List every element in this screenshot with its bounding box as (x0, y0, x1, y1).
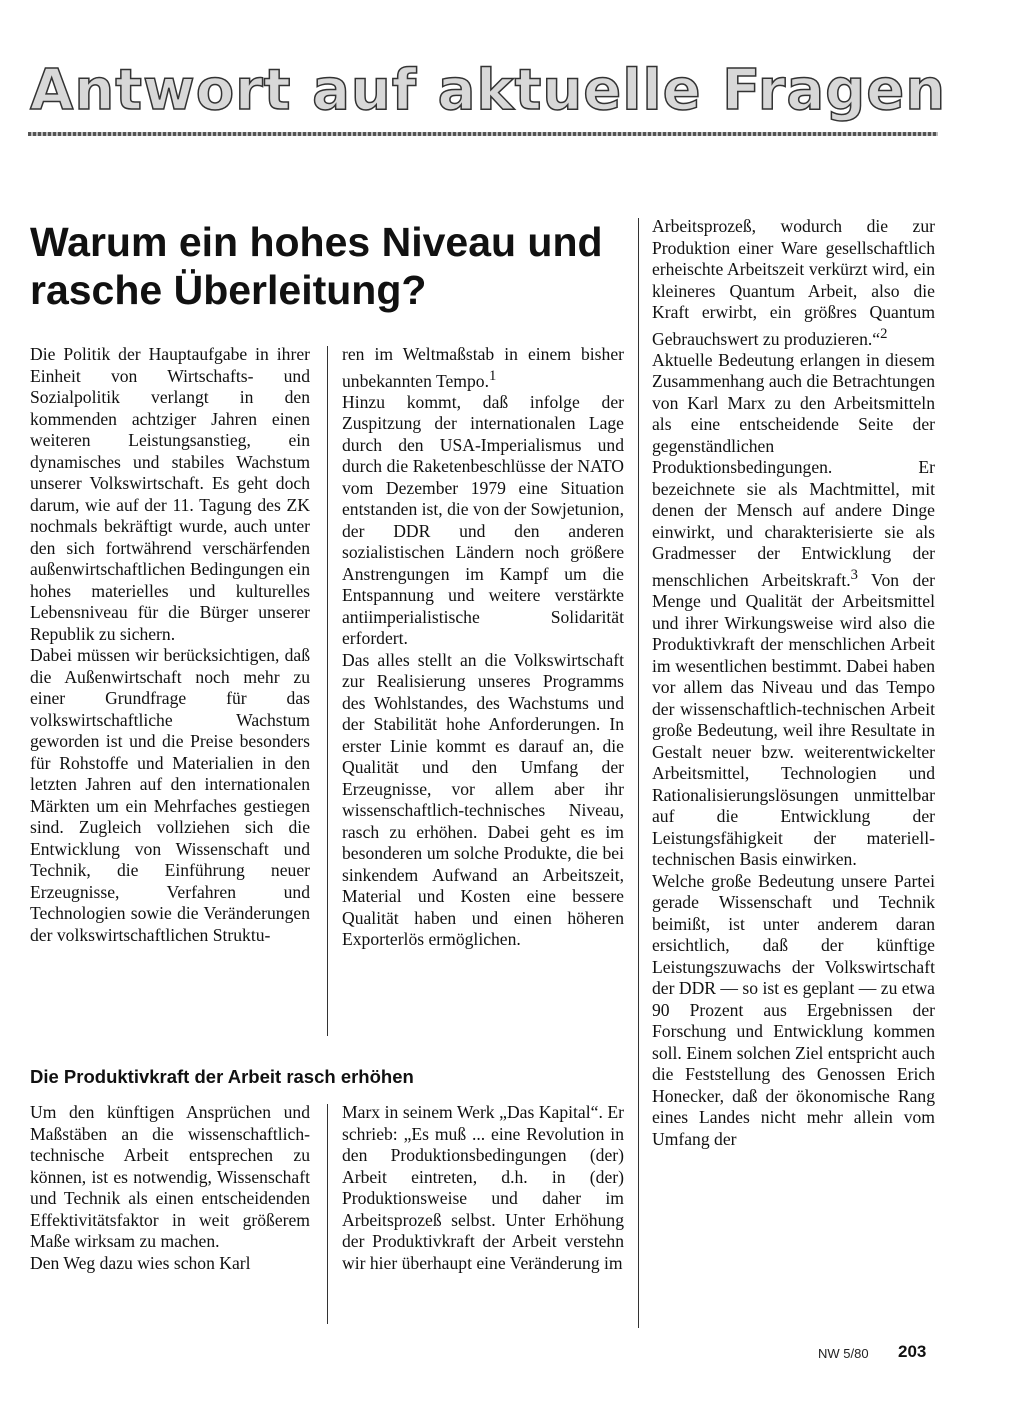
footnote-marker: 1 (488, 367, 497, 384)
paragraph (652, 216, 935, 350)
article-column-2-lower (342, 1102, 624, 1274)
paragraph: Das alles stellt an die Volkswirtschaft zur Realisierung unseres Programms des Wohlstandes, des Wachstums und der Stabilität hohe Anforderungen. In erster Linie kommt es darauf an, die Qualität und den Umfang der Erzeugnisse, vor allem aber ihr wissenschaftlich-technisches Niveau, rasch zu erhöhen. Dabei geht es im besonderen um solche Produkte, die bei sinkendem Aufwand an Arbeitszeit, Material und Kosten eine bessere Qualität haben und einen höheren Exporterlös ermöglichen. (342, 649, 624, 950)
paragraph-text: Aktuelle Bedeutung erlangen in diesem Zusammenhang auch die Betrachtungen von Karl Marx zu den Arbeitsmitteln als eine entscheidende Seite der gegenständlichen Produktionsbedingungen. Er bezeichnete sie als Machtmittel, mit denen der Mensch auf andere Dinge einwirkt, und charakterisierte sie als Gradmesser der Entwicklung der menschlichen Arbeitskraft. (652, 349, 935, 590)
page-number: 203 (898, 1342, 927, 1361)
article-column-1-lower (30, 1102, 310, 1274)
column-divider (327, 1104, 328, 1324)
paragraph: Um den künftigen Ansprüchen und Maßstäben an die wissenschaftlich-technische Arbeit entsprechen zu können, ist es notwendig, Wissenschaft und Technik als einen entscheidenden Effektivitätsfaktor in weit größerem Maße wirksam zu machen. (30, 1102, 310, 1251)
article-column-1 (30, 344, 310, 946)
footnote-marker: 3 (850, 566, 858, 583)
paragraph (342, 344, 624, 392)
paragraph: Marx in seinem Werk „Das Kapital“. Er schrieb: „Es muß ... eine Revolution in den Produktionsbedingungen (der) Arbeit eintreten, d.h. in (der) Produktionsweise und daher im Arbeitsprozeß selbst. Unter Erhöhung der Produktivkraft der Arbeit verstehn wir hier überhaupt eine Veränderung im (342, 1102, 624, 1273)
article-column-2 (342, 344, 624, 951)
section-subheading: Die Produktivkraft der Arbeit rasch erhöhen (30, 1066, 414, 1087)
section-kicker: Antwort auf aktuelle Fragen (30, 58, 947, 123)
paragraph (652, 350, 935, 871)
paragraph-text: Von der Menge und Qualität der Arbeitsmittel und ihrer Wirkungsweise wird also die Produktivkraft der menschlichen Arbeit im wesentlichen bestimmt. Dabei haben vor allem das Niveau und das Tempo der wissenschaftlich-technischen Arbeit große Bedeutung, weil ihre Resultate in Gestalt neuer bzw. weiterentwickelter Arbeitsmittel, Technologien und Rationalisierungslösungen unmittelbar auf die Entwicklung der Leistungsfähigkeit der materiell-technischen Basis einwirken. (652, 569, 935, 870)
article-column-3 (652, 216, 935, 1150)
paragraph-text: ren im Weltmaßstab in einem bisher unbekannten Tempo. (342, 344, 624, 391)
paragraph: Welche große Bedeutung unsere Partei gerade Wissenschaft und Technik beimißt, ist unter anderem daran ersichtlich, daß der künftige Leistungszuwachs der Volkswirtschaft der DDR — so ist es geplant — zu etwa 90 Prozent aus Ergebnissen der Forschung und Entwicklung kommen soll. Einem solchen Ziel entspricht auch die Feststellung des Genossen Erich Honecker, daß der ökonomische Rang eines Landes nicht mehr allein vom Umfang der (652, 870, 935, 1149)
footnote-marker: 2 (880, 325, 888, 342)
paragraph-text: Arbeitsprozeß, wodurch die zur Produktion einer Ware gesellschaftlich erheischte Arbeitszeit verkürzt wird, ein kleineres Quantum Arbeit, also die Kraft erwirbt, ein größres Quantum Gebrauchswert zu produzieren.“ (652, 216, 935, 349)
paragraph: Die Politik der Hauptaufgabe in ihrer Einheit von Wirtschafts- und Sozialpolitik verlangt in den kommenden achtziger Jahren einen weiteren Leistungsanstieg, ein dynamisches und stabiles Wachstum unserer Volkswirtschaft. Es geht doch darum, wie auf der 11. Tagung des ZK nochmals bekräftigt wurde, auch unter den sich fortwährend verschärfenden außenwirtschaftlichen Bedingungen ein hohes materielles und kulturelles Lebensniveau für die Bürger unserer Republik zu sichern. (30, 344, 310, 644)
kicker-rule (28, 132, 938, 136)
paragraph: Hinzu kommt, daß infolge der Zuspitzung der internationalen Lage durch den USA-Imperialismus und durch die Raketenbeschlüsse der NATO vom Dezember 1979 eine Situation entstanden ist, die von der Sowjetunion, der DDR und den anderen sozialistischen Ländern noch größere Anstrengungen im Kampf um die Entspannung und weitere verstärkte antiimperialistische Solidarität erfordert. (342, 391, 624, 649)
article-headline: Warum ein hohes Niveau und rasche Überleitung? (30, 219, 603, 313)
paragraph: Den Weg dazu wies schon Karl (30, 1252, 251, 1273)
issue-label: NW 5/80 (818, 1346, 869, 1361)
paragraph: Dabei müssen wir berücksichtigen, daß die Außenwirtschaft noch mehr zu einer Grundfrage für das volkswirtschaftliche Wachstum geworden ist und die Preise besonders für Rohstoffe und Materialien in den letzten Jahren auf den internationalen Märkten um ein Mehrfaches gestiegen sind. Zugleich vollziehen sich die Entwicklung von Wissenschaft und Technik, die Einführung neuer Erzeugnisse, Verfahren und Technologien sowie die Veränderungen der volkswirtschaftlichen Struktu- (30, 645, 310, 945)
column-divider (327, 346, 328, 1036)
column-divider (638, 218, 639, 1328)
